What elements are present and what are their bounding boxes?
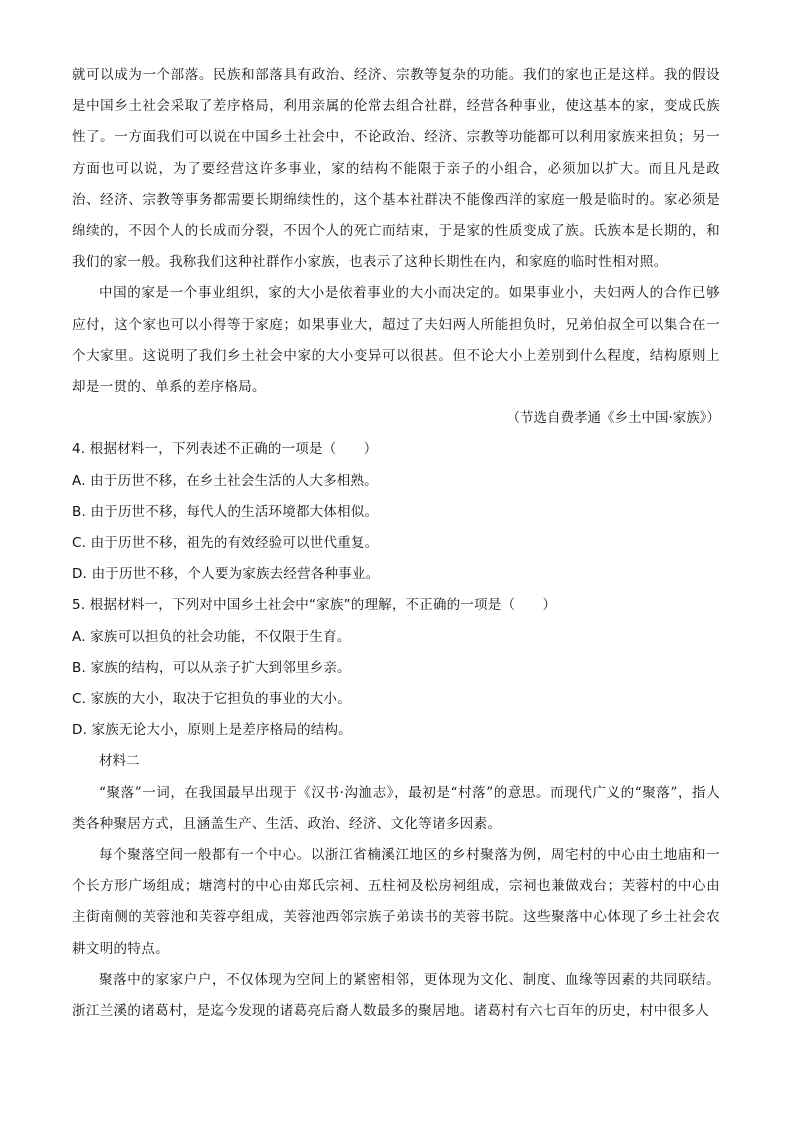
question-5-option-d: D. 家族无论大小，原则上是差序格局的结构。 [72,722,352,739]
material2-title: 材料二 [99,753,140,770]
question-5-option-a: A. 家族可以担负的社会功能，不仅限于生育。 [72,628,351,645]
question-4-option-c: C. 由于历世不移，祖先的有效经验可以世代重复。 [72,535,379,552]
question-4 [72,434,720,590]
document-page [72,60,720,1027]
question-4-option-a: A. 由于历世不移，在乡土社会生活的人大多相熟。 [72,472,378,489]
material1-source: （节选自费孝通《乡土中国·家族》） [506,410,720,427]
material2-paragraph-1: “聚落”一词，在我国最早出现于《汉书·沟洫志》，最初是“村落”的意思。而现代广义的“聚落”，指人类各种聚居方式，且涵盖生产、生活、政治、经济、文化等诸多因素。 [72,784,720,832]
question-5-stem: 5. 根据材料一，下列对中国乡土社会中“家族”的理解，不正确的一项是（ ） [72,597,557,614]
question-4-stem: 4. 根据材料一，下列表述不正确的一项是（ ） [72,441,378,458]
question-4-option-d: D. 由于历世不移，个人要为家族去经营各种事业。 [72,566,380,583]
material1-paragraph-2: 中国的家是一个事业组织，家的大小是依着事业的大小而决定的。如果事业小，夫妇两人的合作已够应付，这个家也可以小得等于家庭；如果事业大，超过了夫妇两人所能担负时，兄弟伯叔全可以集合在一个大家里。这说明了我们乡土社会中家的大小变异可以很甚。但不论大小上差别到什么程度，结构原则上却是一贯的、单系的差序格局。 [72,285,720,396]
question-5-option-b: B. 家族的结构，可以从亲子扩大到邻里乡亲。 [72,659,351,676]
question-5 [72,590,720,746]
material2-paragraph-3: 聚落中的家家户户，不仅体现为空间上的紧密相邻，更体现为文化、制度、血缘等因素的共同联结。浙江兰溪的诸葛村，是迄今发现的诸葛亮后裔人数最多的聚居地。诸葛村有六七百年的历史，村中很多人 [72,971,720,1020]
material1-paragraph-1: 就可以成为一个部落。民族和部落具有政治、经济、宗教等复杂的功能。我们的家也正是这样。我的假设是中国乡土社会采取了差序格局，利用亲属的伦常去组合社群，经营各种事业，使这基本的家，变成氏族性了。一方面我们可以说在中国乡土社会中，不论政治、经济、宗教等功能都可以利用家族来担负；另一方面也可以说，为了要经营这许多事业，家的结构不能限于亲子的小组合，必须加以扩大。而且凡是政治、经济、宗教等事务都需要长期绵续性的，这个基本社群决不能像西洋的家庭一般是临时的。家必须是绵续的，不因个人的长成而分裂，不因个人的死亡而结束，于是家的性质变成了族。氏族本是长期的，和我们的家一般。我称我们这种社群作小家族，也表示了这种长期性在内，和家庭的临时性相对照。 [72,67,720,271]
question-5-option-c: C. 家族的大小，取决于它担负的事业的大小。 [72,691,351,708]
material2-paragraph-2: 每个聚落空间一般都有一个中心。以浙江省楠溪江地区的乡村聚落为例，周宅村的中心由土地庙和一个长方形广场组成；塘湾村的中心由郑氏宗祠、五柱祠及松房祠组成，宗祠也兼做戏台；芙蓉村的中心由主街南侧的芙蓉池和芙蓉亭组成，芙蓉池西邻宗族子弟读书的芙蓉书院。这些聚落中心体现了乡土社会农耕文明的特点。 [72,847,720,957]
question-4-option-b: B. 由于历世不移，每代人的生活环境都大体相似。 [72,503,379,520]
